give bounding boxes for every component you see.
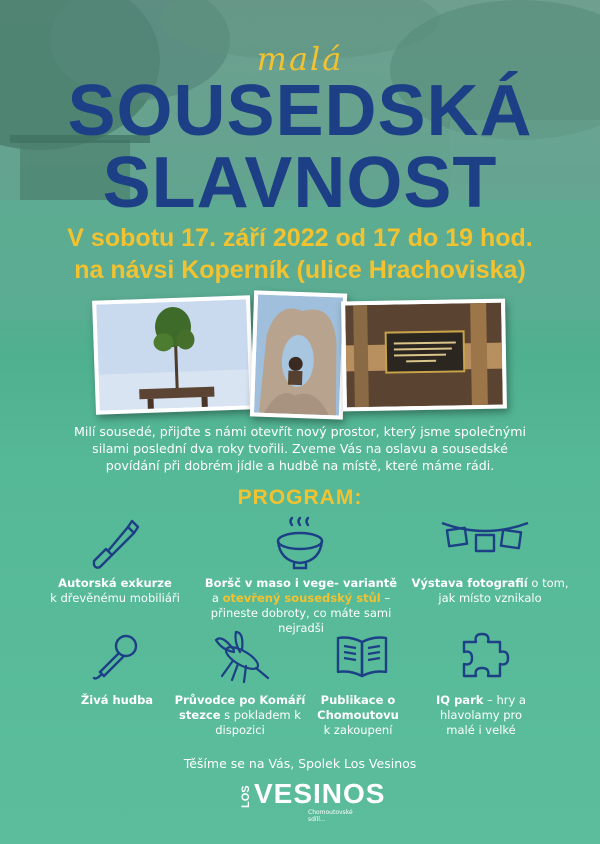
program-item-2: Boršč v maso i vege- variantě a otevřený sousedský stůl – přineste dobroty, co máte sami nejradši	[204, 576, 398, 635]
open-table-highlight: otevřený sousedský stůl	[222, 591, 381, 605]
program-item-4: Živá hudba	[80, 693, 154, 707]
mosquito-icon	[212, 630, 272, 684]
los-vesinos-logo	[238, 776, 386, 826]
photo-tree	[92, 295, 254, 414]
small-title: malá	[256, 40, 344, 78]
puzzle-icon	[456, 630, 512, 684]
logo-tagline: Chomoutovské sdílí...	[308, 809, 353, 823]
event-date-place	[0, 222, 600, 286]
microphone-icon	[92, 632, 142, 682]
title-line-1: SOUSEDSKÁ	[67, 71, 533, 151]
event-place: na návsi Koperník (ulice Hrachoviska)	[74, 256, 526, 284]
program-item-3: Výstava fotografií o tom, jak místo vznikalo	[411, 576, 569, 605]
photo-sculpture	[250, 290, 347, 419]
program-item-1: Autorská exkurze k dřevěnému mobiliáři	[50, 576, 180, 605]
closing-text: Těšíme se na Vás, Spolek Los Vesinos	[183, 756, 417, 771]
logo-vesinos: VESINOS	[254, 778, 386, 809]
program-item-7: IQ park – hry a hlavolamy pro malé i velké	[436, 693, 526, 737]
book-icon	[334, 632, 390, 682]
intro-text: Milí sousedé, přijďte s námi otevřít nový prostor, který jsme společnými silami poslední dva roky tvořili. Zveme Vás na oslavu a sousedské povídání při dobrém jídle a hudbě na místě, které máme rádi.	[74, 424, 526, 473]
logo-los: LOS	[240, 785, 252, 808]
program-heading: PROGRAM:	[237, 486, 363, 509]
photo-plaque	[341, 299, 507, 412]
soup-bowl-icon	[272, 515, 328, 571]
program-item-5: Průvodce po Komáří stezce s pokladem k dispozici	[174, 693, 306, 737]
chisel-icon	[84, 515, 140, 571]
event-date: V sobotu 17. září 2022 od 17 do 19 hod.	[67, 224, 533, 252]
title-line-2: SLAVNOST	[102, 143, 498, 223]
program-item-6: Publikace o Chomoutovu k zakoupení	[317, 693, 399, 737]
photo-garland-icon	[440, 515, 530, 565]
